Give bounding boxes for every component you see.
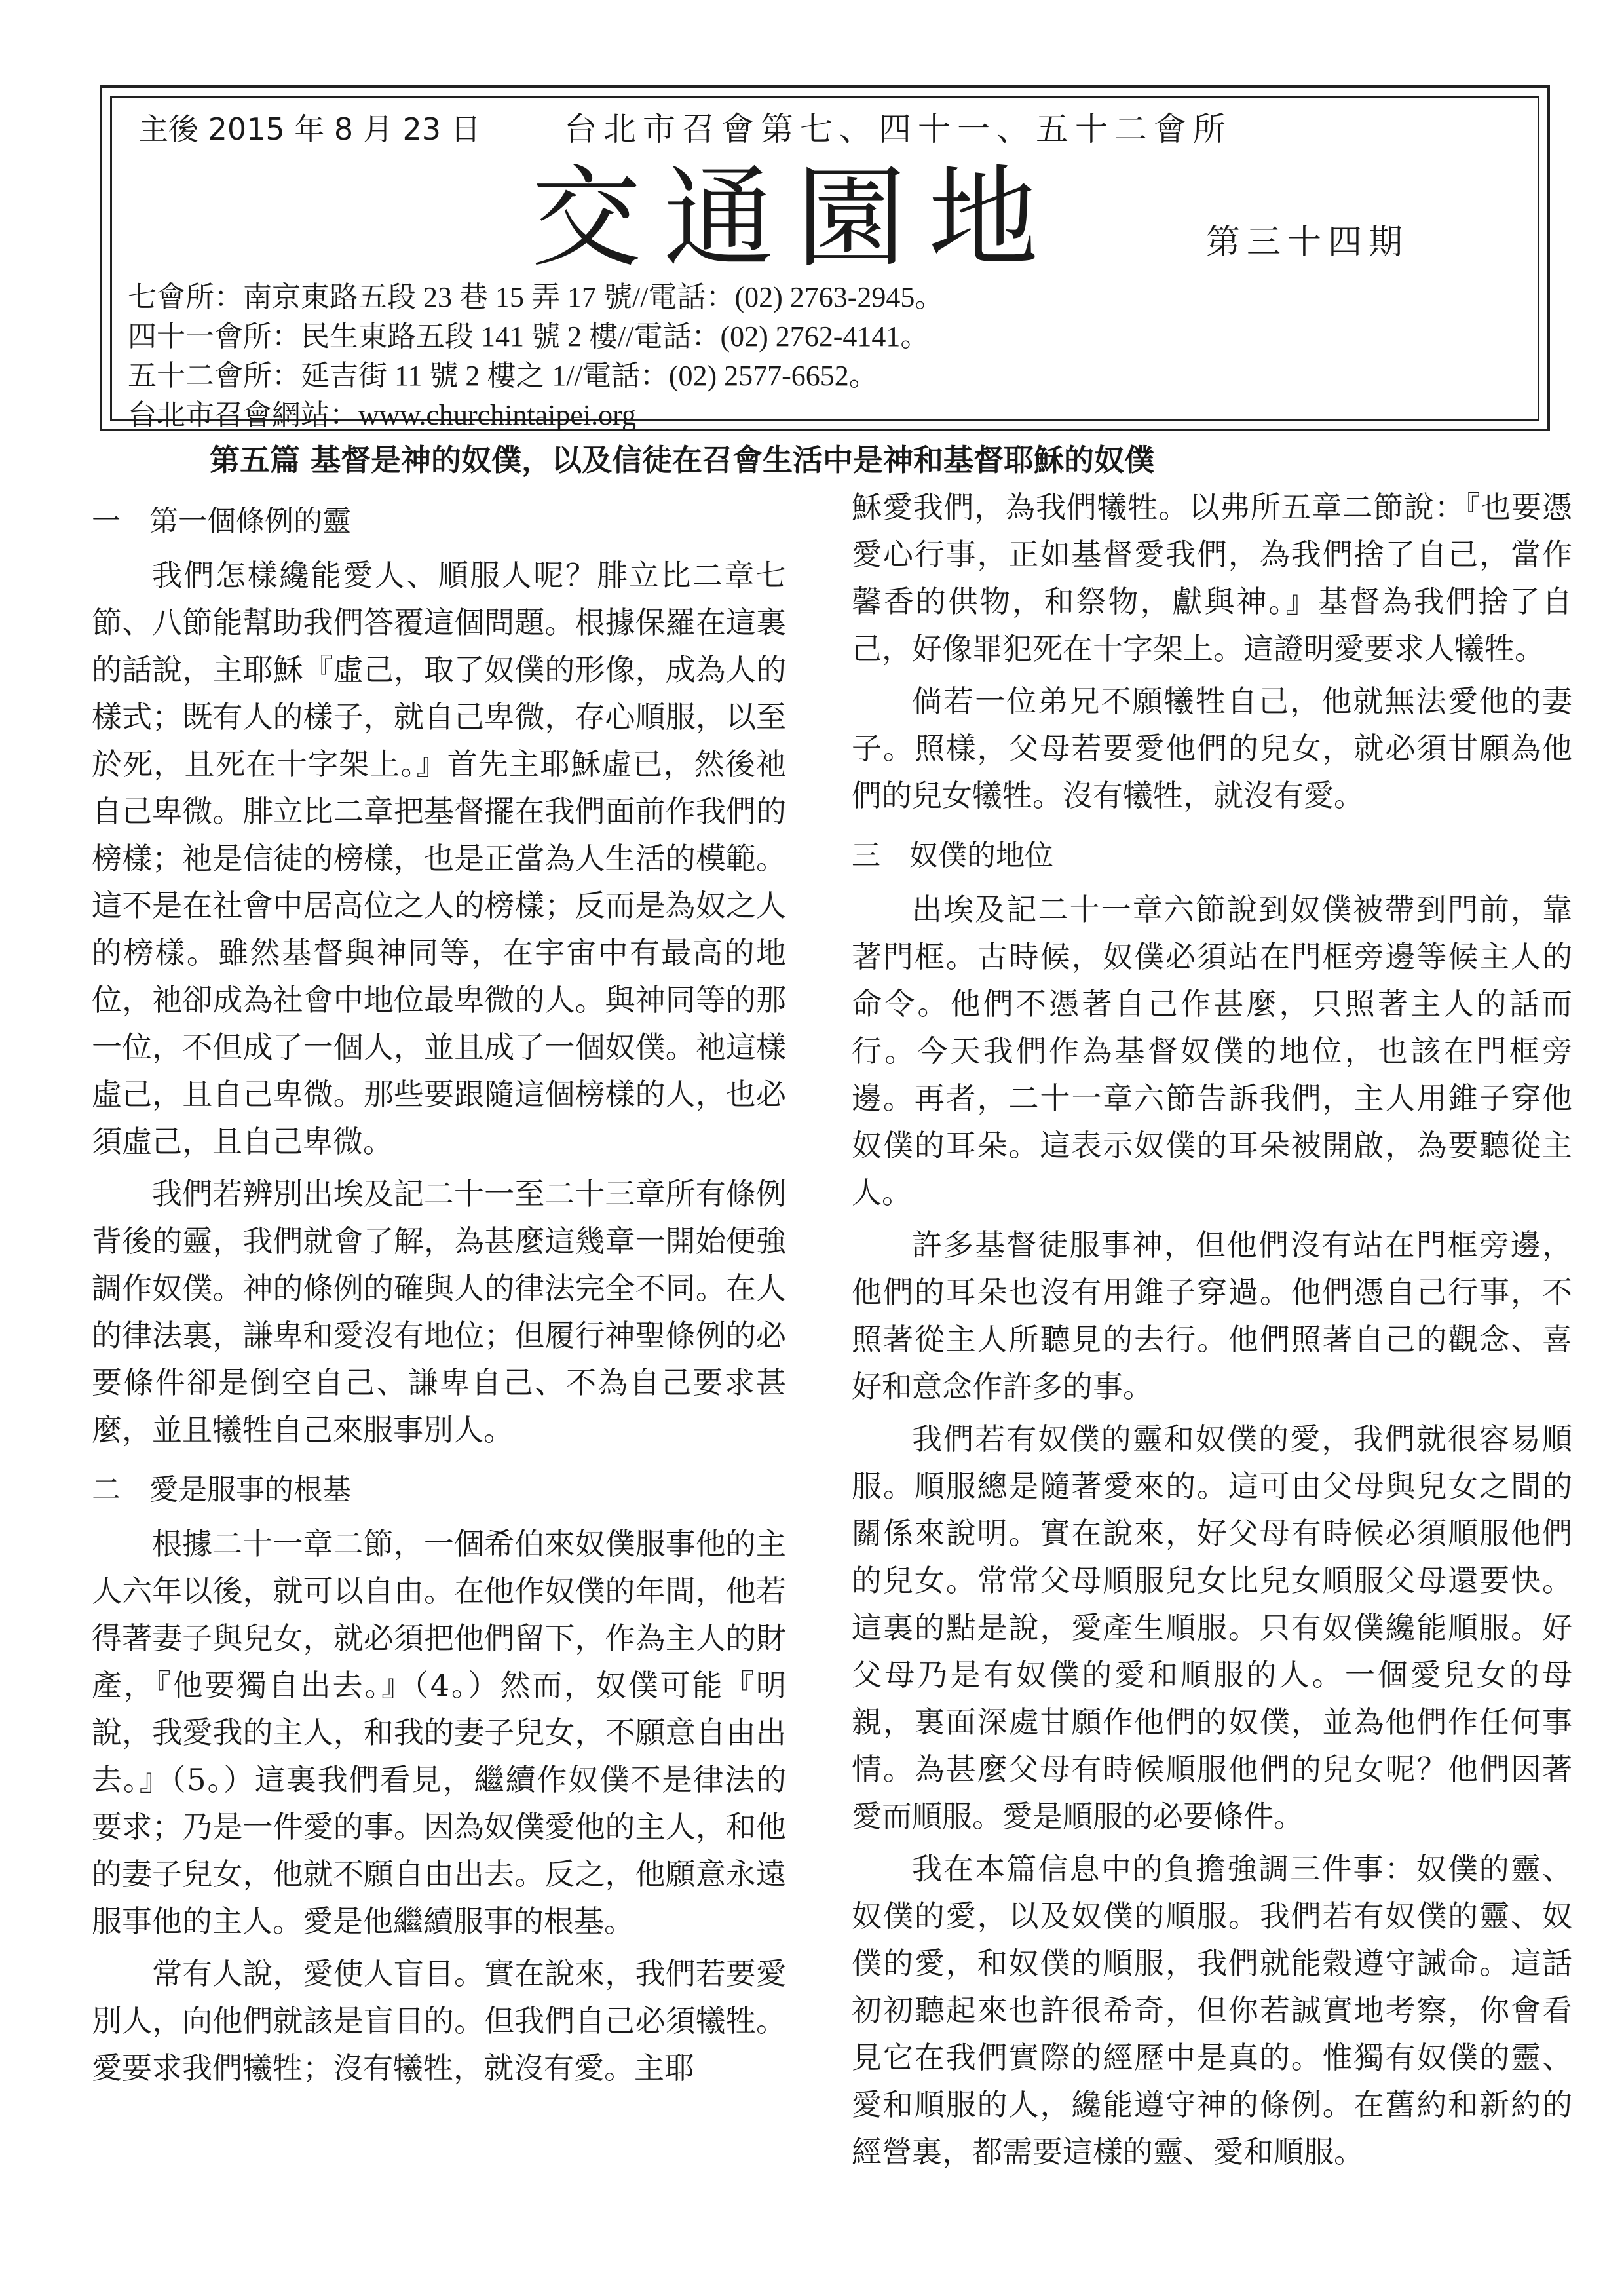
paragraph: 我們若辨別出埃及記二十一至二十三章所有條例背後的靈，我們就會了解，為甚麼這幾章一開始便強調作奴僕。神的條例的確與人的律法完全不同。在人的律法裏，謙卑和愛沒有地位；但履行神聖條例的必要條件卻是倒空自己、謙卑自己、不為自己要求甚麼，並且犧牲自己來服事別人。 [92, 1176, 786, 1447]
address-hall-52: 五十二會所：延吉街 11 號 2 樓之 1//電話：(02) 2577-6652。 [128, 360, 878, 392]
paragraph: 倘若一位弟兄不願犧牲自己，他就無法愛他的妻子。照樣，父母若要愛他們的兒女，就必須甘願為他們的兒女犧牲。沒有犧牲，就沒有愛。 [852, 683, 1572, 813]
section-2-title: 二 愛是服事的根基 [92, 1473, 351, 1506]
paragraph: 我們怎樣纔能愛人、順服人呢？腓立比二章七節、八節能幫助我們答覆這個問題。根據保羅在這裏的話說，主耶穌『虛己，取了奴僕的形像，成為人的樣式；既有人的樣子，就自己卑微，存心順服，以至於死，且死在十字架上。』首先主耶穌虛已，然後祂自己卑微。腓立比二章把基督擺在我們面前作我們的榜樣；祂是信徒的榜樣，也是正當為人生活的模範。這不是在社會中居高位之人的榜樣；反而是為奴之人的榜樣。雖然基督與神同等，在宇宙中有最高的地位，祂卻成為社會中地位最卑微的人。與神同等的那一位，不但成了一個人，並且成了一個奴僕。祂這樣虛己，且自己卑微。那些要跟隨這個榜樣的人，也必須虛己，且自己卑微。 [92, 558, 786, 1159]
left-column [92, 498, 786, 2097]
article-headline: 第五篇 基督是神的奴僕，以及信徒在召會生活中是神和基督耶穌的奴僕 [210, 442, 1155, 478]
paragraph: 我在本篇信息中的負擔強調三件事：奴僕的靈、奴僕的愛，以及奴僕的順服。我們若有奴僕的靈、奴僕的愛，和奴僕的順服，我們就能穀遵守誡命。這話初初聽起來也許很希奇，但你若誠實地考察，你會看見它在我們實際的經歷中是真的。惟獨有奴僕的靈、愛和順服的人，纔能遵守神的條例。在舊約和新約的經營裏，都需要這樣的靈、愛和順服。 [852, 1851, 1572, 2170]
address-hall-7: 七會所：南京東路五段 23 巷 15 弄 17 號//電話：(02) 2763-2945。 [128, 281, 944, 313]
paragraph: 我們若有奴僕的靈和奴僕的愛，我們就很容易順服。順服總是隨著愛來的。這可由父母與兒女之間的關係來說明。實在說來，好父母有時候必須順服他們的兒女。常常父母順服兒女比兒女順服父母還要快。這裏的點是說，愛產生順服。只有奴僕纔能順服。好父母乃是有奴僕的愛和順服的人。一個愛兒女的母親，裏面深處甘願作他們的奴僕，並為他們作任何事情。為甚麼父母有時候順服他們的兒女呢？他們因著愛而順服。愛是順服的必要條件。 [852, 1421, 1572, 1834]
paragraph: 許多基督徒服事神，但他們沒有站在門框旁邊，他們的耳朵也沒有用錐子穿過。他們憑自己行事，不照著從主人所聽見的去行。他們照著自己的觀念、喜好和意念作許多的事。 [852, 1227, 1572, 1404]
paragraph: 出埃及記二十一章六節說到奴僕被帶到門前，靠著門框。古時候，奴僕必須站在門框旁邊等候主人的命令。他們不憑著自己作甚麼，只照著主人的話而行。今天我們作為基督奴僕的地位，也該在門框旁邊。再者，二十一章六節告訴我們，主人用錐子穿他奴僕的耳朵。這表示奴僕的耳朵被開啟，為要聽從主人。 [852, 892, 1572, 1210]
church-name: 台北市召會第七、四十一、五十二會所 [564, 110, 1232, 148]
section-3-title: 三 奴僕的地位 [852, 839, 1053, 872]
masthead [100, 85, 1550, 431]
paragraph: 常有人說，愛使人盲目。實在說來，我們若要愛別人，向他們就該是盲目的。但我們自己必須犧牲。愛要求我們犧牲；沒有犧牲，就沒有愛。主耶 [92, 1956, 786, 2086]
section-1-title: 一 第一個條例的靈 [92, 505, 351, 538]
paragraph-continued: 穌愛我們，為我們犧牲。以弗所五章二節說：『也要憑愛心行事，正如基督愛我們，為我們捨了自己，當作馨香的供物，和祭物，獻與神。』基督為我們捨了自己，好像罪犯死在十字架上。這證明愛要求人犧牲。 [852, 489, 1572, 666]
right-column [852, 484, 1572, 2181]
issue-number: 第三十四期 [1206, 223, 1410, 262]
masthead-inner-border [110, 96, 1539, 431]
bulletin-title: 交通園地 [531, 154, 1061, 282]
paragraph: 根據二十一章二節，一個希伯來奴僕服事他的主人六年以後，就可以自由。在他作奴僕的年間，他若得著妻子與兒女，就必須把他們留下，作為主人的財產，『他要獨自出去。』（4。）然而，奴僕可能『明說，我愛我的主人，和我的妻子兒女，不願意自由出去。』（5。）這裏我們看見，繼續作奴僕不是律法的要求；乃是一件愛的事。因為奴僕愛他的主人，和他的妻子兒女，他就不願自由出去。反之，他願意永遠服事他的主人。愛是他繼續服事的根基。 [92, 1526, 786, 1939]
website-line: 台北市召會網站：www.churchintaipei.org [128, 399, 636, 431]
issue-date: 主後 2015 年 8 月 23 日 [138, 111, 481, 147]
address-hall-41: 四十一會所：民生東路五段 141 號 2 樓//電話：(02) 2762-4141。 [128, 320, 930, 353]
